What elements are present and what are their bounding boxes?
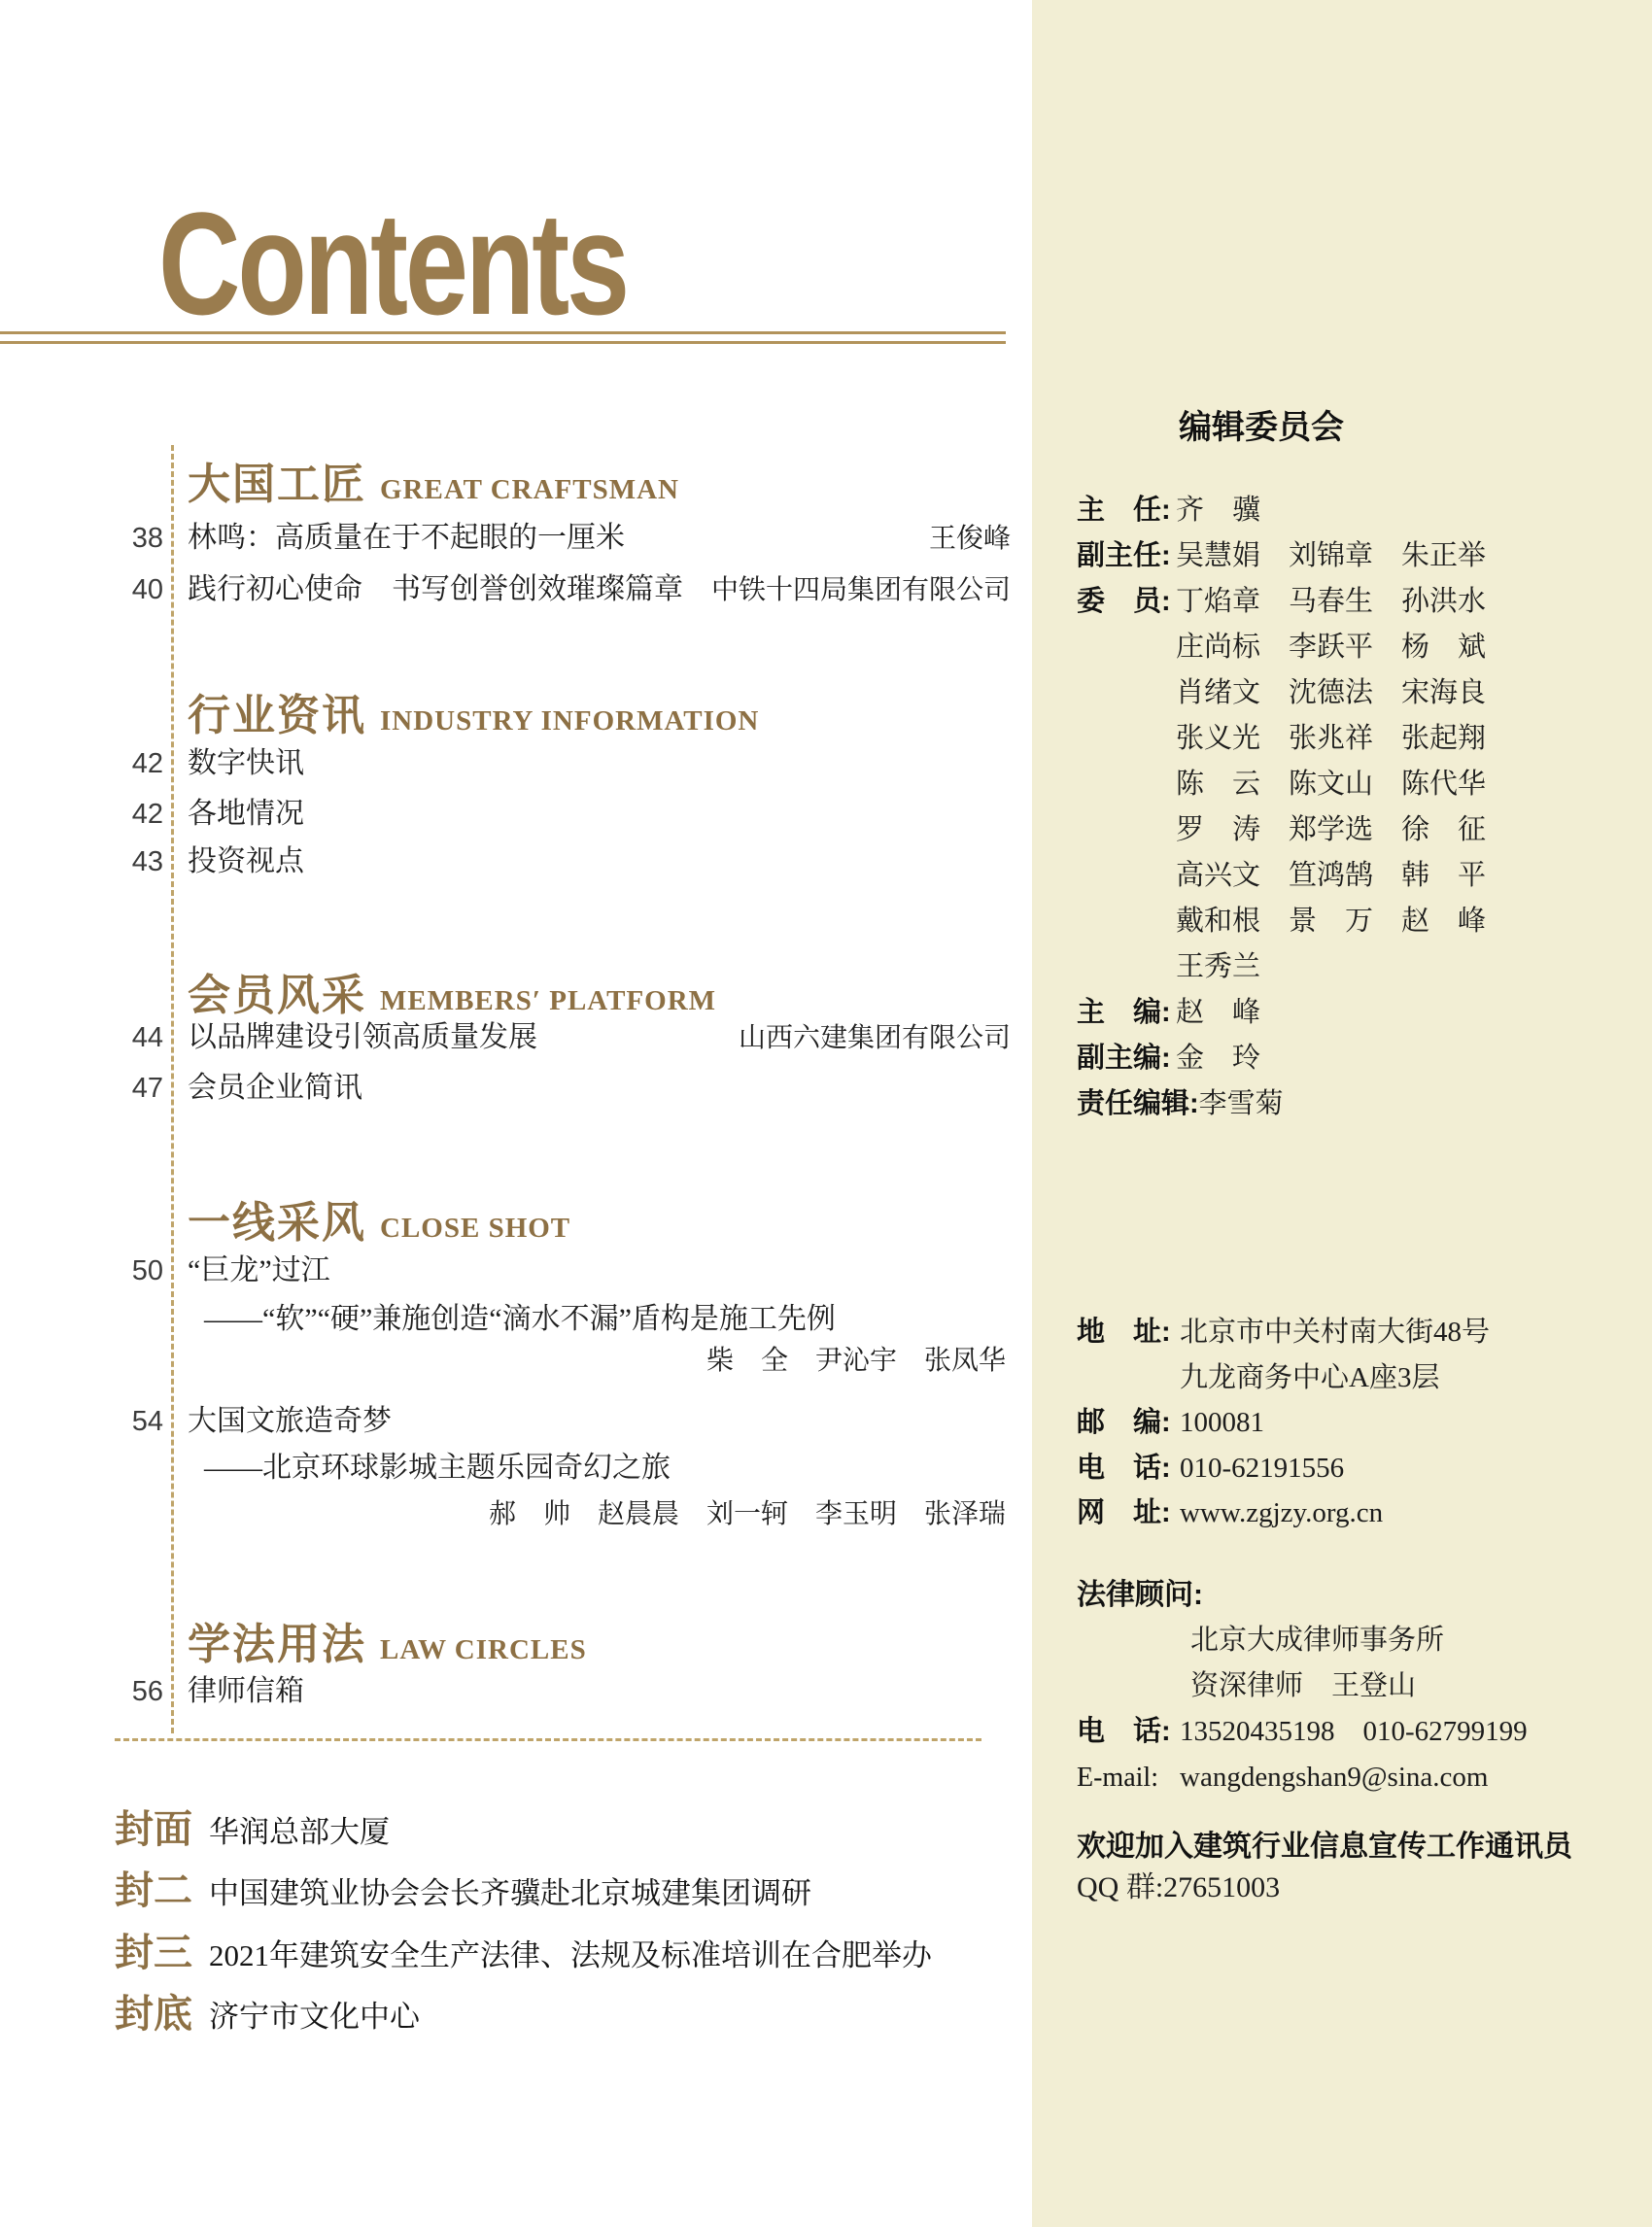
section-title-en: LAW CIRCLES: [380, 1634, 587, 1665]
editorial-row-responsible-editor: [1077, 1081, 1642, 1127]
entry-page-number: 42: [131, 799, 163, 830]
address-line1: 北京市中关村南大街48号: [1180, 1317, 1491, 1348]
toc-entry: [115, 1063, 1011, 1106]
editorial-row-members: [1077, 899, 1642, 944]
entry-title: 投资视点: [188, 845, 304, 877]
editorial-row-members: [1077, 762, 1642, 807]
zip-value: 100081: [1180, 1407, 1264, 1438]
section-title-en: CLOSE SHOT: [380, 1213, 571, 1244]
entry-page-number: 43: [131, 846, 163, 877]
toc-entry: [115, 837, 1011, 879]
entry-title: 以品牌建设引领高质量发展: [188, 1021, 537, 1053]
role-names: 赵 峰: [1176, 997, 1261, 1028]
toc-entry: [115, 1396, 1011, 1439]
editorial-row-members: [1077, 944, 1642, 990]
zip-label: 邮 编:: [1077, 1407, 1171, 1438]
cover-title: 华润总部大厦: [209, 1815, 390, 1849]
cover-label: 封三: [115, 1931, 192, 1974]
entry-title: “巨龙”过江: [188, 1254, 330, 1286]
section-title-zh: 一线采风: [188, 1199, 366, 1247]
section-title-zh: 行业资讯: [188, 692, 366, 739]
address-line2: 九龙商务中心A座3层: [1180, 1361, 1440, 1393]
section-header-great-craftsman: [188, 449, 679, 511]
entry-title: 大国文旅造奇梦: [188, 1405, 392, 1437]
section-title-en: INDUSTRY INFORMATION: [380, 705, 760, 737]
role-names: 高兴文 笪鸿鹄 韩 平: [1176, 860, 1487, 891]
lawyer-name: 资深律师 王登山: [1190, 1670, 1417, 1701]
role-names: 肖绪文 沈德法 宋海良: [1176, 677, 1487, 708]
role-names: 丁焰章 马春生 孙洪水: [1176, 586, 1487, 617]
entry-page-number: 38: [131, 523, 163, 554]
notice-block: [1077, 1827, 1642, 1908]
editorial-row-deputy-chief-editor: [1077, 1036, 1642, 1081]
zip-row: [1077, 1400, 1642, 1446]
toc-entry: [115, 1012, 1011, 1055]
section-title-zh: 学法用法: [188, 1621, 366, 1668]
email-label: E-mail:: [1077, 1763, 1158, 1793]
entry-authors: 柴 全 尹沁宇 张凤华: [706, 1346, 1006, 1376]
role-names: 陈 云 陈文山 陈代华: [1176, 769, 1487, 800]
entry-author: 中铁十四局集团有限公司: [710, 575, 1011, 605]
website-row: [1077, 1490, 1642, 1536]
phone-label: 电 话:: [1077, 1452, 1171, 1484]
entry-page-number: 47: [131, 1073, 163, 1104]
cover-title: 中国建筑业协会会长齐骥赴北京城建集团调研: [209, 1876, 811, 1910]
entry-author: 王俊峰: [928, 524, 1011, 554]
role-names: 王秀兰: [1176, 951, 1261, 982]
cover-row-back: [115, 1983, 420, 2039]
role-label: 副主任:: [1077, 540, 1171, 571]
role-names: 吴慧娟 刘锦章 朱正举: [1176, 540, 1487, 571]
role-label: 主 任:: [1077, 495, 1171, 526]
entry-title: 践行初心使命 书写创誉创效璀璨篇章: [188, 573, 683, 605]
entry-author: 山西六建集团有限公司: [738, 1023, 1011, 1053]
entry-title: 数字快讯: [188, 747, 304, 779]
cover-title: 2021年建筑安全生产法律、法规及标准培训在合肥举办: [209, 1938, 932, 1972]
toc-entry: [115, 565, 1011, 607]
law-firm: 北京大成律师事务所: [1190, 1625, 1445, 1656]
toc-entry: [115, 1246, 1011, 1288]
entry-subtitle: ——北京环球影城主题乐园奇幻之旅: [204, 1452, 671, 1484]
editorial-row-members: [1077, 853, 1642, 899]
legal-phone-label: 电 话:: [1077, 1716, 1171, 1747]
entry-page-number: 44: [131, 1022, 163, 1053]
role-names: 张义光 张兆祥 张起翔: [1176, 723, 1487, 754]
address-label: 地 址:: [1077, 1317, 1171, 1348]
editorial-row-chief-editor: [1077, 990, 1642, 1036]
cover-label: 封面: [115, 1807, 192, 1851]
legal-phone-row: [1077, 1709, 1642, 1755]
editorial-row-members: [1077, 670, 1642, 716]
role-label: 责任编辑:: [1077, 1088, 1199, 1119]
section-title-zh: 大国工匠: [188, 461, 366, 508]
entry-page-number: 42: [131, 748, 163, 779]
cover-row-inside-back: [115, 1922, 932, 1977]
entry-title: 律师信箱: [188, 1675, 304, 1707]
toc-entry: [115, 513, 1011, 556]
editorial-board-list: [1077, 488, 1642, 1127]
notice-line2: QQ 群:27651003: [1077, 1871, 1281, 1903]
address-value: [1180, 1310, 1490, 1400]
editorial-panel: [1032, 0, 1652, 2227]
section-title-zh: 会员风采: [188, 972, 366, 1019]
role-names: 齐 骥: [1176, 495, 1261, 526]
email-value: wangdengshan9@sina.com: [1180, 1762, 1489, 1793]
entry-page-number: 50: [131, 1255, 163, 1286]
toc-entry: [115, 1666, 1011, 1709]
editorial-row-director: [1077, 488, 1642, 533]
role-label: 主 编:: [1077, 997, 1171, 1028]
section-title-en: GREAT CRAFTSMAN: [380, 474, 679, 505]
role-names: 金 玲: [1176, 1043, 1261, 1074]
contact-block: [1077, 1310, 1642, 1536]
toc-entry: [115, 738, 1011, 781]
editorial-row-members: [1077, 807, 1642, 853]
section-title-en: MEMBERS′ PLATFORM: [380, 985, 717, 1016]
role-label: 副主编:: [1077, 1043, 1171, 1074]
website-value: www.zgjzy.org.cn: [1180, 1497, 1384, 1528]
role-names: 李雪菊: [1198, 1088, 1284, 1119]
cover-row-inside-front: [115, 1860, 811, 1915]
email-row: [1077, 1755, 1642, 1800]
entry-title: 会员企业简讯: [188, 1072, 362, 1104]
cover-title: 济宁市文化中心: [209, 2000, 420, 2034]
cover-label: 封底: [115, 1992, 192, 2036]
phone-row: [1077, 1446, 1642, 1491]
section-header-industry-information: [188, 680, 759, 742]
section-header-close-shot: [188, 1187, 570, 1250]
cover-row-front: [115, 1799, 390, 1854]
legal-advisor-block: [1077, 1572, 1642, 1800]
toc-entry: [115, 789, 1011, 832]
legal-advisor-header: 法律顾问:: [1077, 1579, 1203, 1611]
entry-page-number: 56: [131, 1676, 163, 1707]
role-names: 庄尚标 李跃平 杨 斌: [1176, 632, 1487, 663]
entry-title: 各地情况: [188, 798, 304, 830]
website-label: 网 址:: [1077, 1497, 1171, 1528]
editorial-row-members: [1077, 716, 1642, 762]
entry-page-number: 54: [131, 1406, 163, 1437]
double-rule: [0, 331, 1006, 344]
address-row: [1077, 1310, 1642, 1400]
dashed-separator: [115, 1738, 981, 1741]
page-title: Contents: [158, 182, 628, 345]
entry-page-number: 40: [131, 574, 163, 605]
editorial-row-deputy-directors: [1077, 533, 1642, 579]
role-names: 戴和根 景 万 赵 峰: [1176, 906, 1487, 937]
cover-label: 封二: [115, 1868, 192, 1912]
entry-subtitle: ——“软”“硬”兼施创造“滴水不漏”盾构是施工先例: [204, 1303, 836, 1335]
role-names: 罗 涛 郑学选 徐 征: [1176, 814, 1487, 845]
entry-authors: 郝 帅 赵晨晨 刘一轲 李玉明 张泽瑞: [488, 1499, 1006, 1529]
legal-phone-value: 13520435198 010-62799199: [1180, 1716, 1528, 1747]
section-header-law-circles: [188, 1609, 587, 1671]
notice-line1: 欢迎加入建筑行业信息宣传工作通讯员: [1077, 1831, 1572, 1863]
editorial-board-header: 编辑委员会: [1179, 409, 1344, 446]
role-label: 委 员:: [1077, 586, 1171, 617]
entry-title: 林鸣：高质量在于不起眼的一厘米: [188, 522, 625, 554]
phone-value: 010-62191556: [1180, 1452, 1345, 1484]
editorial-row-members: [1077, 579, 1642, 625]
editorial-row-members: [1077, 625, 1642, 670]
